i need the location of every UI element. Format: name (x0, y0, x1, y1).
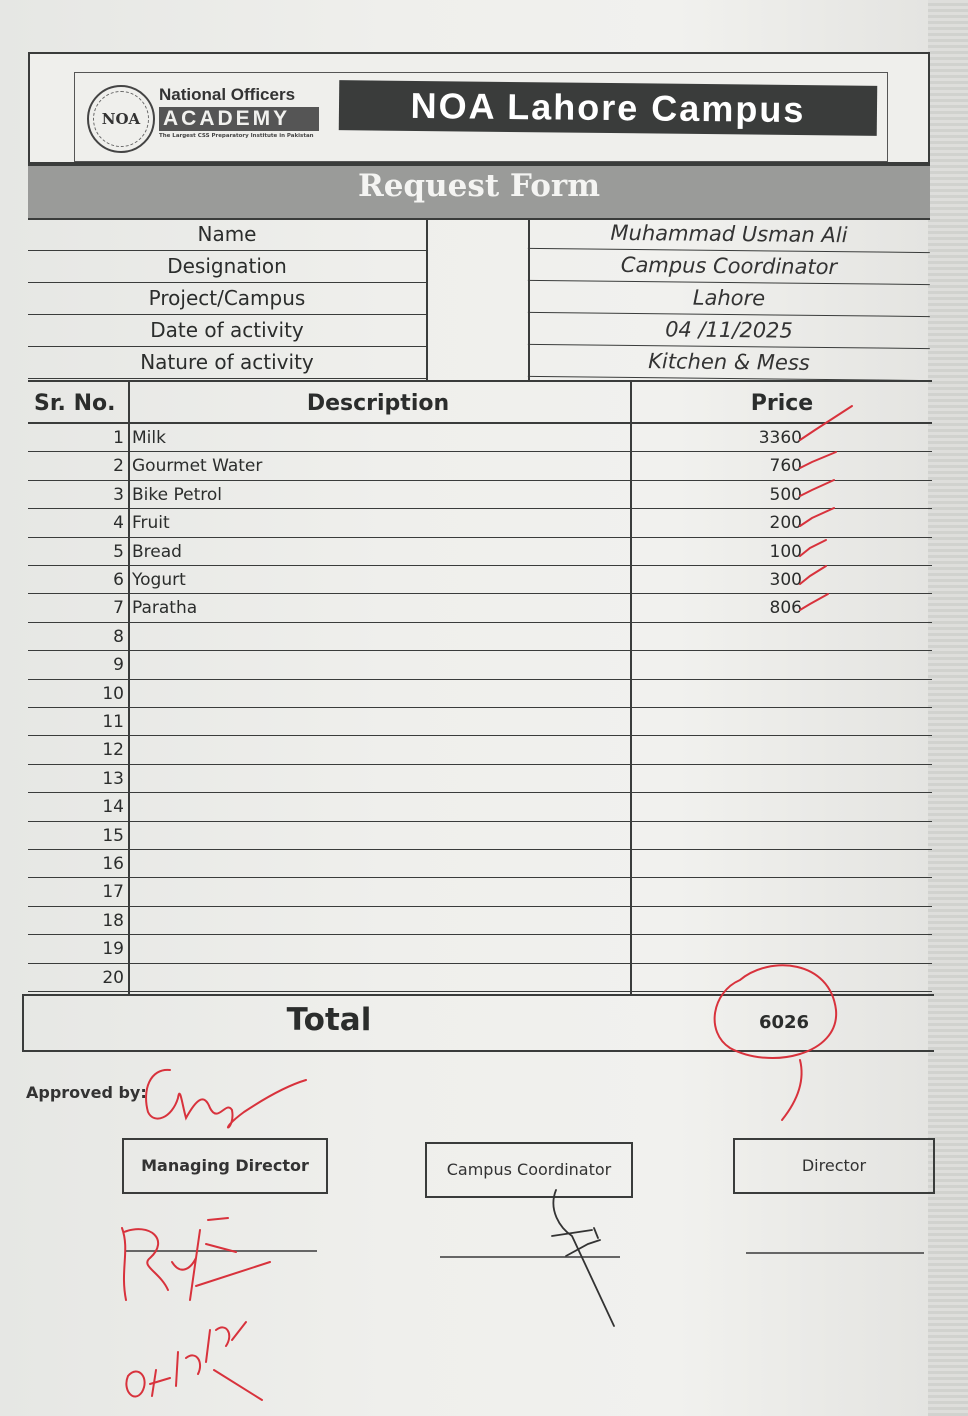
table-row (28, 651, 932, 679)
info-label: Project/Campus (28, 282, 426, 315)
info-section (28, 218, 930, 380)
header-sr-no: Sr. No. (34, 391, 116, 416)
row-description: Fruit (132, 513, 170, 534)
form-header (28, 52, 930, 164)
table-row (28, 424, 932, 452)
campus-coordinator-box: Campus Coordinator (425, 1142, 633, 1198)
info-label: Name (28, 218, 426, 251)
info-value: 04 /11/2025 (528, 312, 930, 349)
row-sr-no: 20 (102, 967, 124, 988)
info-value: Muhammad Usman Ali (528, 216, 930, 253)
info-row-designation (28, 250, 930, 282)
approved-by-label: Approved by: (26, 1083, 147, 1102)
info-divider (426, 218, 428, 380)
row-sr-no: 3 (113, 484, 124, 505)
logo-line-national-officers: National Officers (159, 85, 296, 104)
row-sr-no: 10 (102, 683, 124, 704)
info-row-name (28, 218, 930, 250)
row-sr-no: 2 (113, 456, 124, 477)
form-title-bar (28, 164, 930, 220)
signature-line (440, 1256, 620, 1258)
total-row (22, 994, 934, 1052)
row-sr-no: 6 (113, 570, 124, 590)
info-row-date (28, 314, 930, 346)
info-label: Designation (28, 250, 426, 283)
row-sr-no: 9 (113, 655, 124, 676)
signature-line (746, 1252, 924, 1254)
row-sr-no: 15 (102, 825, 124, 846)
table-row (28, 452, 932, 480)
noa-seal-logo (87, 85, 155, 153)
row-sr-no: 14 (102, 797, 124, 818)
table-row (28, 878, 932, 906)
info-divider (528, 218, 530, 380)
table-row (28, 822, 932, 850)
row-sr-no: 4 (113, 513, 124, 534)
table-row (28, 566, 932, 594)
row-sr-no: 13 (102, 768, 124, 789)
row-sr-no: 7 (113, 598, 124, 619)
table-row (28, 538, 932, 566)
seal-text: NOA (101, 110, 141, 128)
table-row (28, 708, 932, 736)
column-divider (630, 380, 632, 994)
table-row (28, 850, 932, 878)
column-divider (128, 380, 130, 994)
info-value: Kitchen & Mess (528, 344, 930, 381)
row-price: 760 (769, 456, 802, 477)
table-row (28, 935, 932, 963)
table-header (28, 380, 932, 424)
row-price: 200 (769, 513, 802, 534)
info-row-project-campus (28, 282, 930, 314)
campus-title: NOA Lahore Campus (339, 80, 877, 136)
seal-ring (93, 91, 149, 147)
info-label: Date of activity (28, 314, 426, 347)
form-title: Request Form (357, 168, 601, 204)
table-row (28, 907, 932, 935)
table-row (28, 765, 932, 793)
row-price: 100 (769, 541, 802, 562)
row-price: 500 (769, 484, 802, 505)
table-row (28, 509, 932, 537)
logo-line-academy: ACADEMY (159, 107, 319, 131)
info-value: Lahore (528, 280, 930, 317)
logo-tagline: The Largest CSS Preparatory Institute in Pakistan (159, 133, 314, 139)
row-description: Milk (132, 428, 166, 448)
paper-edge (928, 0, 968, 1416)
info-label: Nature of activity (28, 346, 426, 379)
info-row-nature (28, 346, 930, 378)
row-price: 3360 (758, 428, 802, 448)
row-description: Gourmet Water (132, 456, 263, 477)
row-sr-no: 1 (113, 428, 124, 448)
director-box: Director (733, 1138, 935, 1194)
table-row (28, 594, 932, 622)
table-row (28, 481, 932, 509)
row-sr-no: 19 (102, 939, 124, 960)
row-price: 806 (769, 598, 802, 619)
row-price: 300 (769, 570, 802, 590)
table-row (28, 964, 932, 992)
row-sr-no: 5 (113, 541, 124, 562)
info-value: Campus Coordinator (528, 248, 930, 285)
table-row (28, 623, 932, 651)
row-description: Paratha (132, 598, 198, 619)
row-sr-no: 8 (113, 626, 124, 647)
row-description: Yogurt (132, 570, 186, 590)
header-price: Price (750, 391, 814, 416)
row-sr-no: 11 (102, 712, 124, 732)
total-label: Total (286, 1002, 372, 1038)
table-row (28, 680, 932, 708)
row-sr-no: 18 (102, 910, 124, 931)
header-frame (74, 72, 888, 162)
row-sr-no: 16 (102, 854, 124, 874)
row-description: Bike Petrol (132, 484, 222, 505)
header-description: Description (306, 391, 450, 416)
row-sr-no: 17 (102, 882, 124, 903)
managing-director-box: Managing Director (122, 1138, 328, 1194)
table-row (28, 736, 932, 764)
signature-line (125, 1250, 317, 1252)
total-value: 6026 (758, 1012, 810, 1033)
row-sr-no: 12 (102, 740, 124, 761)
table-row (28, 793, 932, 821)
row-description: Bread (132, 541, 182, 562)
